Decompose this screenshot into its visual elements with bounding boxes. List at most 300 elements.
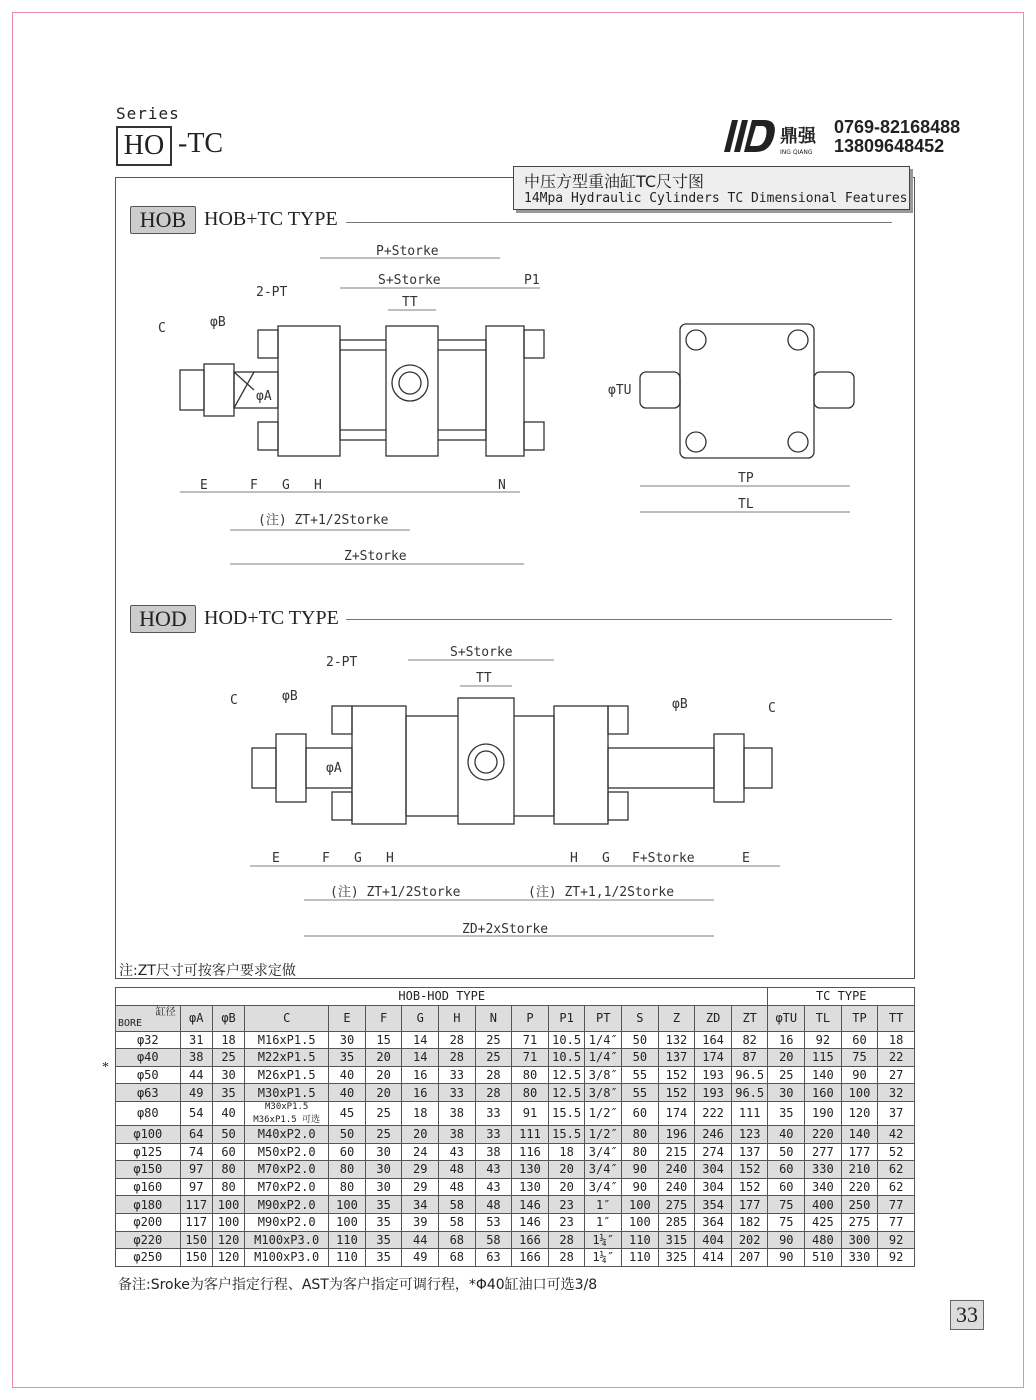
table-cell: 30 [768,1084,805,1102]
table-row [116,1066,915,1084]
zt-note: 注:ZT尺寸可按客户要求定做 [119,963,296,979]
table-cell: 202 [731,1231,768,1249]
table-cell: 150 [180,1231,212,1249]
hob-rod-nut [204,364,234,416]
table-cell: 111 [731,1101,768,1125]
hod-dim-tt: TT [476,671,492,686]
table-cell: 315 [658,1231,695,1249]
table-cell: 68 [439,1249,476,1267]
table-cell: 354 [695,1196,732,1214]
hod-type-label: HOD+TC TYPE [204,607,339,629]
table-cell: 55 [622,1066,659,1084]
table-cell: 166 [512,1249,549,1267]
hod-dim-f-stroke: F+Storke [632,851,695,866]
table-cell: 28 [475,1066,512,1084]
table-cell: 60 [329,1143,366,1161]
table-cell: 120 [212,1249,244,1267]
table-cell: 16 [402,1066,439,1084]
hob-dim-e: E [200,478,208,493]
table-cell: 80 [622,1143,659,1161]
hod-rear-head [554,706,608,824]
table-cell: 164 [695,1031,732,1049]
table-cell: 100 [329,1213,366,1231]
table-cell: 404 [695,1231,732,1249]
table-row [116,1178,915,1196]
table-row [116,1231,915,1249]
table-cell: 50 [622,1031,659,1049]
hod-dim-f: F [322,851,330,866]
table-cell: 60 [841,1031,878,1049]
table-cell: 110 [329,1249,366,1267]
hob-dim-tt: TT [402,295,418,310]
hod-dim-c-left: C [230,693,238,708]
table-cell: M100xP3.0 [245,1249,329,1267]
table-cell: 193 [695,1066,732,1084]
table-cell: 90 [622,1161,659,1179]
table-cell: 117 [180,1196,212,1214]
table-cell: 52 [878,1143,915,1161]
table-cell: 210 [841,1161,878,1179]
table-cell: 110 [329,1231,366,1249]
table-cell: 80 [212,1161,244,1179]
table-cell: 20 [548,1161,585,1179]
series-code: HO [116,126,172,166]
table-cell: 110 [622,1231,659,1249]
table-cell: 28 [548,1231,585,1249]
table-cell: M30xP1.5 [245,1084,329,1102]
table-cell: 177 [731,1196,768,1214]
table-cell: 29 [402,1161,439,1179]
table-cell: 1/2″ [585,1125,622,1143]
company-sub: ING QIANG [780,149,813,156]
table-cell: 116 [512,1143,549,1161]
table-cell: 48 [439,1178,476,1196]
hod-front-head [352,706,406,824]
table-cell: 12.5 [548,1066,585,1084]
table-cell: 130 [512,1178,549,1196]
bore-cell: φ200 [116,1213,181,1231]
table-cell: 277 [805,1143,842,1161]
table-cell: 58 [439,1213,476,1231]
hob-dim-g: G [282,478,290,493]
table-cell: 80 [622,1125,659,1143]
table-cell: 3/4″ [585,1161,622,1179]
table-cell: 3/8″ [585,1084,622,1102]
table-cell: 23 [548,1196,585,1214]
table-cell: 174 [695,1049,732,1067]
table-cell: 304 [695,1161,732,1179]
table-cell: 285 [658,1213,695,1231]
table-cell: 100 [841,1084,878,1102]
table-cell: 18 [548,1143,585,1161]
table-cell: 68 [439,1231,476,1249]
hod-dim-c-right: C [768,701,776,716]
table-cell: 117 [180,1213,212,1231]
table-cell: 92 [878,1231,915,1249]
table-cell: 50 [768,1143,805,1161]
table-cell: M40xP2.0 [245,1125,329,1143]
table-cell: 193 [695,1084,732,1102]
table-cell: 60 [768,1178,805,1196]
table-row [116,1031,915,1049]
table-cell: 77 [878,1213,915,1231]
table-cell: 3/8″ [585,1066,622,1084]
table-cell: 50 [622,1049,659,1067]
page-number: 33 [950,1300,984,1330]
table-row [116,1196,915,1214]
table-cell: M70xP2.0 [245,1178,329,1196]
hod-badge: HOD [130,605,196,633]
table-cell: 140 [805,1066,842,1084]
table-cell: 196 [658,1125,695,1143]
table-cell: 38 [475,1143,512,1161]
col-header: TL [805,1005,842,1031]
table-cell: 152 [658,1084,695,1102]
bore-cell: φ50 [116,1066,181,1084]
hob-rear-head [486,326,524,456]
bore-cell: φ220 [116,1231,181,1249]
table-cell: 80 [512,1084,549,1102]
table-cell: 274 [695,1143,732,1161]
bore-cell: φ100 [116,1125,181,1143]
table-cell: 220 [805,1125,842,1143]
company-name: 鼎强 [780,126,816,147]
table-cell: 28 [439,1049,476,1067]
table-cell: 246 [695,1125,732,1143]
table-cell: 39 [402,1213,439,1231]
table-cell: 182 [731,1213,768,1231]
table-cell: 304 [695,1178,732,1196]
hob-end-view [680,324,814,458]
bore-cell: φ40 [116,1049,181,1067]
hod-dim-a: φA [326,761,342,776]
table-cell: 425 [805,1213,842,1231]
table-cell: M22xP1.5 [245,1049,329,1067]
table-cell: 15.5 [548,1125,585,1143]
table-cell: 43 [439,1143,476,1161]
table-cell: 20 [548,1178,585,1196]
hob-dim-s-stroke: S+Storke [378,273,441,288]
series-label: Series [116,104,180,123]
table-cell: 37 [878,1101,915,1125]
table-cell: 71 [512,1031,549,1049]
table-cell: 16 [402,1084,439,1102]
table-cell: 174 [658,1101,695,1125]
col-header: φTU [768,1005,805,1031]
table-cell: 220 [841,1178,878,1196]
table-row [116,1084,915,1102]
table-cell: 1″ [585,1213,622,1231]
table-cell: 92 [878,1249,915,1267]
hob-dim-pt: 2-PT [256,285,288,300]
table-cell: 1/4″ [585,1049,622,1067]
table-cell: 60 [622,1101,659,1125]
table-cell: 1/2″ [585,1101,622,1125]
table-cell: 74 [180,1143,212,1161]
table-cell: 275 [841,1213,878,1231]
table-cell: 400 [805,1196,842,1214]
group-hob-hod: HOB-HOD TYPE [116,988,768,1006]
table-cell: 97 [180,1161,212,1179]
table-cell: 480 [805,1231,842,1249]
table-cell: 140 [841,1125,878,1143]
table-cell: 35 [365,1213,402,1231]
table-cell: 35 [365,1231,402,1249]
table-row [116,1143,915,1161]
table-cell: 33 [475,1101,512,1125]
table-cell: 115 [805,1049,842,1067]
table-cell: 30 [365,1143,402,1161]
table-cell: 80 [329,1161,366,1179]
table-cell: 42 [878,1125,915,1143]
hob-dim-n: N [498,478,506,493]
table-cell: 1¼″ [585,1231,622,1249]
table-row [116,1101,915,1125]
table-cell: 77 [878,1196,915,1214]
table-cell: 20 [402,1125,439,1143]
table-cell: 58 [439,1196,476,1214]
hob-badge: HOB [130,206,196,234]
table-cell: 330 [805,1161,842,1179]
table-cell: 25 [212,1049,244,1067]
table-cell: 80 [512,1066,549,1084]
title-en: 14Mpa Hydraulic Cylinders TC Dimensional Features [524,191,908,206]
table-cell: 152 [658,1066,695,1084]
table-cell: 48 [475,1196,512,1214]
hod-dim-b-left: φB [282,689,298,704]
table-cell: 35 [212,1084,244,1102]
table-cell: 111 [512,1125,549,1143]
table-cell: 90 [622,1178,659,1196]
table-cell: 30 [329,1031,366,1049]
table-cell: 215 [658,1143,695,1161]
bore-cell: φ32 [116,1031,181,1049]
table-cell: 1¼″ [585,1249,622,1267]
table-cell: 240 [658,1161,695,1179]
table-cell: 222 [695,1101,732,1125]
table-cell: 25 [365,1125,402,1143]
col-header: S [622,1005,659,1031]
table-cell: 132 [658,1031,695,1049]
table-row [116,1161,915,1179]
bore-cell: φ160 [116,1178,181,1196]
table-cell: 28 [475,1084,512,1102]
table-cell: 23 [548,1213,585,1231]
table-cell: 275 [658,1196,695,1214]
table-cell: 120 [841,1101,878,1125]
table-cell: 240 [658,1178,695,1196]
hob-dim-p1: P1 [524,273,540,288]
table-cell: 207 [731,1249,768,1267]
series-suffix: -TC [178,128,224,159]
col-header: P1 [548,1005,585,1031]
table-cell: 30 [365,1161,402,1179]
table-cell: 364 [695,1213,732,1231]
table-cell: M30xP1.5 M36xP1.5 可选 [245,1101,329,1125]
table-cell: 43 [475,1178,512,1196]
phone-1: 0769-82168488 [834,117,961,137]
hob-dim-zt: (注) ZT+1/2Storke [258,513,389,528]
table-cell: 100 [622,1196,659,1214]
table-cell: 44 [180,1066,212,1084]
table-cell: 33 [439,1066,476,1084]
table-cell: 18 [878,1031,915,1049]
table-cell: 90 [768,1231,805,1249]
hob-dim-tu: φTU [608,383,632,398]
table-cell: 58 [475,1231,512,1249]
table-cell: 20 [365,1066,402,1084]
table-cell: 130 [512,1161,549,1179]
table-cell: 40 [329,1066,366,1084]
phi40-star-mark: * [102,1060,109,1075]
table-cell: 25 [768,1066,805,1084]
table-row [116,1213,915,1231]
table-cell: 250 [841,1196,878,1214]
table-cell: 33 [439,1084,476,1102]
table-cell: 30 [212,1066,244,1084]
table-cell: 16 [768,1031,805,1049]
table-cell: 82 [731,1031,768,1049]
hob-dim-h: H [314,478,322,493]
table-cell: 166 [512,1231,549,1249]
hod-dim-zt1: (注) ZT+1/2Storke [330,885,461,900]
table-cell: 49 [402,1249,439,1267]
table-row [116,1125,915,1143]
hob-dim-tl: TL [738,497,754,512]
bore-cell: φ180 [116,1196,181,1214]
group-tc: TC TYPE [768,988,915,1006]
table-cell: 38 [439,1125,476,1143]
table-cell: 97 [180,1178,212,1196]
table-cell: 137 [731,1143,768,1161]
title-cn: 中压方型重油缸TC尺寸图 [524,172,705,191]
hod-dim-s-stroke: S+Storke [450,645,513,660]
bore-cell: φ125 [116,1143,181,1161]
table-cell: 27 [878,1066,915,1084]
table-cell: 150 [180,1249,212,1267]
table-row [116,1049,915,1067]
table-cell: 330 [841,1249,878,1267]
table-cell: 14 [402,1049,439,1067]
table-cell: 20 [365,1084,402,1102]
table-cell: 152 [731,1178,768,1196]
table-cell: 300 [841,1231,878,1249]
bore-corner: 缸径 BORE [116,1005,181,1031]
hob-dim-p-stroke: P+Storke [376,244,439,259]
table-cell: 48 [439,1161,476,1179]
table-cell: 29 [402,1178,439,1196]
table-cell: 31 [180,1031,212,1049]
table-cell: 100 [212,1213,244,1231]
hod-dim-h-left: H [386,851,394,866]
table-cell: 22 [878,1049,915,1067]
table-cell: 152 [731,1161,768,1179]
col-header: F [365,1005,402,1031]
hob-rod-thread [180,370,204,410]
table-cell: 100 [212,1196,244,1214]
table-cell: 20 [365,1049,402,1067]
table-cell: 34 [402,1196,439,1214]
table-cell: 43 [475,1161,512,1179]
table-cell: 1″ [585,1196,622,1214]
table-cell: 24 [402,1143,439,1161]
hob-dim-b: φB [210,315,226,330]
hob-dim-a: φA [256,389,272,404]
phone-2: 13809648452 [834,136,945,156]
table-cell: 3/4″ [585,1143,622,1161]
table-cell: 414 [695,1249,732,1267]
table-cell: M90xP2.0 [245,1213,329,1231]
hob-front-head [278,326,340,456]
col-header: PT [585,1005,622,1031]
col-header: P [512,1005,549,1031]
table-cell: 80 [212,1178,244,1196]
hod-dim-pt: 2-PT [326,655,358,670]
col-header: H [439,1005,476,1031]
table-cell: 96.5 [731,1066,768,1084]
hod-dim-g-left: G [354,851,362,866]
table-cell: 33 [475,1125,512,1143]
table-cell: 35 [768,1101,805,1125]
table-cell: 35 [365,1249,402,1267]
table-cell: 35 [365,1196,402,1214]
table-cell: 110 [622,1249,659,1267]
table-cell: 18 [212,1031,244,1049]
table-cell: 75 [841,1049,878,1067]
table-cell: 62 [878,1178,915,1196]
table-cell: M26xP1.5 [245,1066,329,1084]
table-cell: 146 [512,1196,549,1214]
table-cell: 71 [512,1049,549,1067]
col-header: E [329,1005,366,1031]
hob-type-label: HOB+TC TYPE [204,208,338,230]
table-cell: 96.5 [731,1084,768,1102]
hod-trunnion-block [458,698,514,824]
table-cell: M16xP1.5 [245,1031,329,1049]
table-cell: 44 [402,1231,439,1249]
table-cell: 75 [768,1196,805,1214]
col-header: Z [658,1005,695,1031]
bore-cell: φ250 [116,1249,181,1267]
table-cell: 92 [805,1031,842,1049]
col-header: C [245,1005,329,1031]
header-row [116,1005,915,1031]
table-cell: 28 [548,1249,585,1267]
table-cell: 50 [329,1125,366,1143]
table-cell: 100 [622,1213,659,1231]
table-cell: 87 [731,1049,768,1067]
table-cell: 80 [329,1178,366,1196]
table-cell: 10.5 [548,1031,585,1049]
table-cell: 35 [329,1049,366,1067]
hod-dim-e-left: E [272,851,280,866]
table-cell: 32 [878,1084,915,1102]
col-header: N [475,1005,512,1031]
col-header: φA [180,1005,212,1031]
col-header: TP [841,1005,878,1031]
table-cell: M100xP3.0 [245,1231,329,1249]
table-cell: 25 [475,1049,512,1067]
col-header: G [402,1005,439,1031]
table-cell: 1/4″ [585,1031,622,1049]
table-cell: 60 [768,1161,805,1179]
col-header: ZD [695,1005,732,1031]
hob-dim-tp: TP [738,471,754,486]
table-row [116,1249,915,1267]
hod-dim-h-right: H [570,851,578,866]
hod-dim-zd: ZD+2xStorke [462,922,549,937]
hob-dim-f: F [250,478,258,493]
